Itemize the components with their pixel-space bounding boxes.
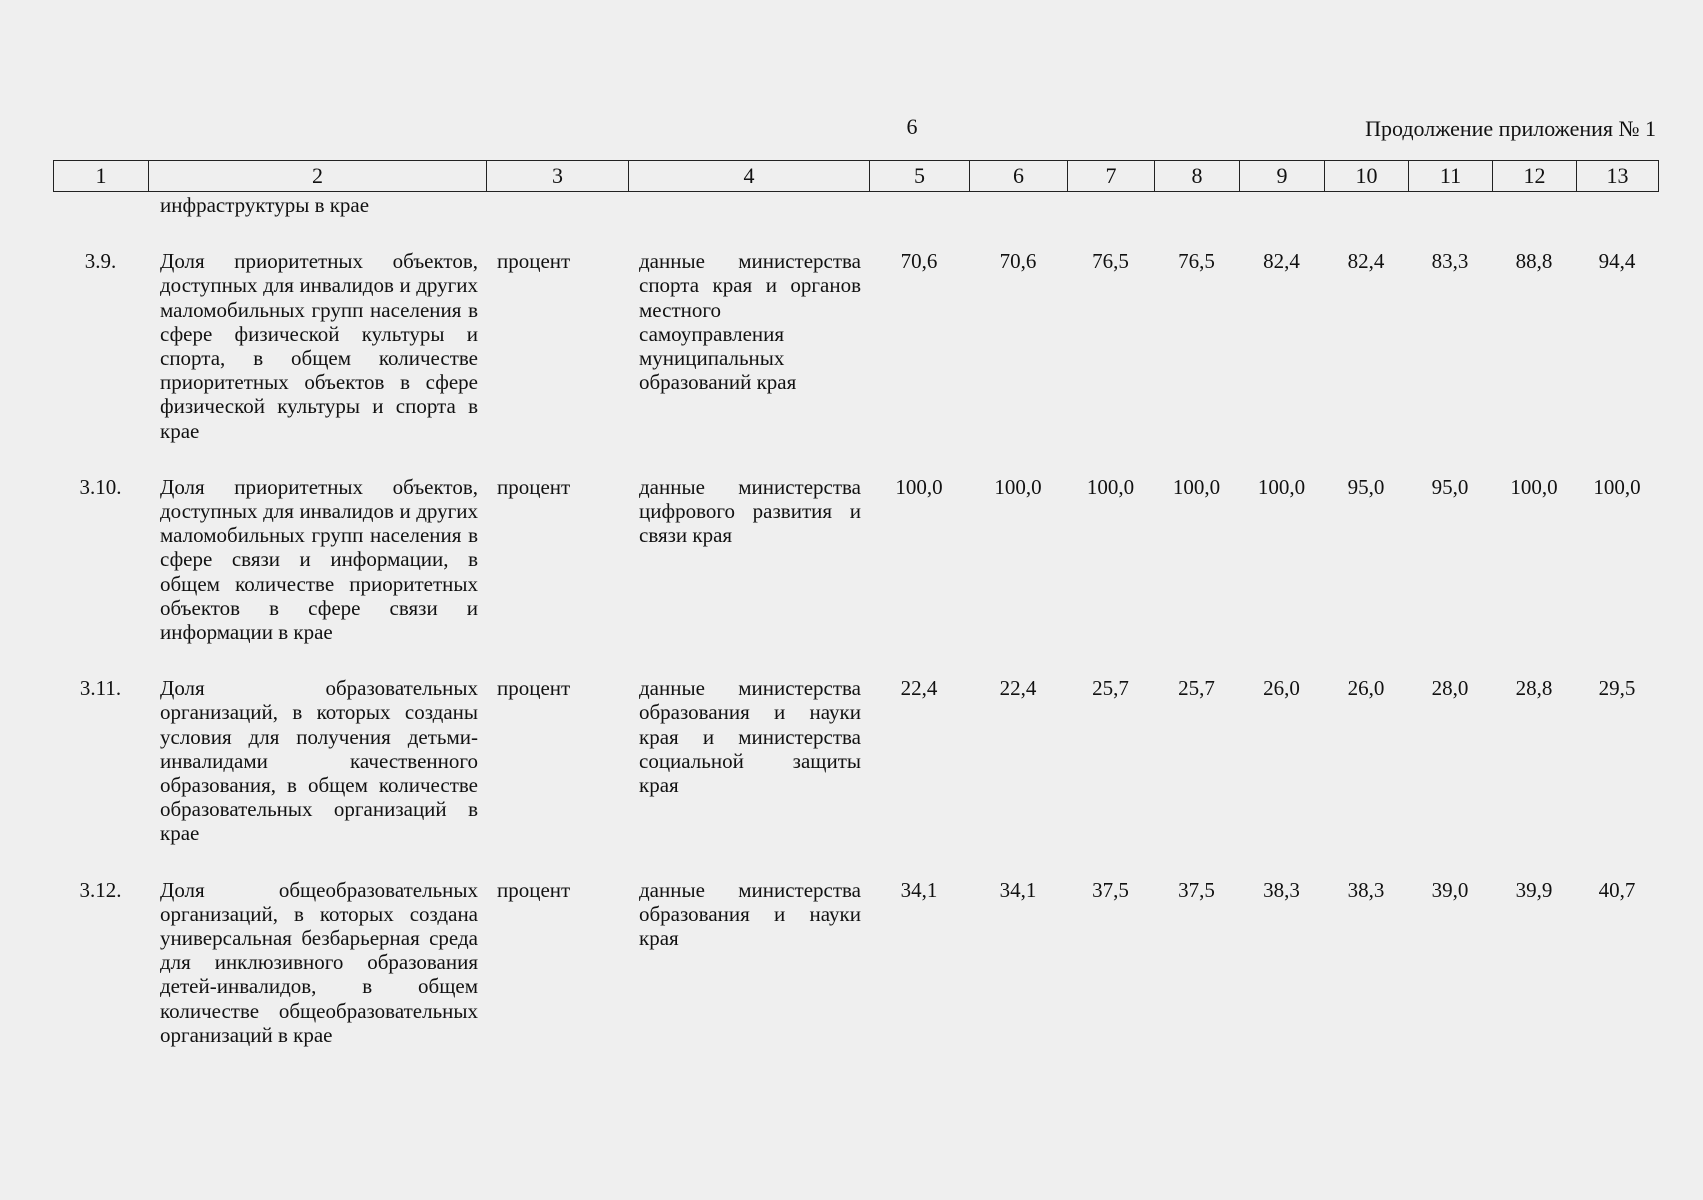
data-source: данные министерства образования и науки края: [639, 877, 861, 951]
continued-row-name: инфраструктуры в крае: [160, 193, 370, 217]
table-row: [53, 217, 1658, 443]
column-number-2: 2: [149, 161, 487, 192]
value-col-8: 37,5: [1178, 877, 1215, 902]
value-col-9: 82,4: [1263, 249, 1300, 274]
column-number-5: 5: [870, 161, 970, 192]
value-col-9: 38,3: [1263, 877, 1300, 902]
table-row: [53, 846, 1658, 1047]
value-col-13: 40,7: [1598, 877, 1636, 902]
value-col-8: 25,7: [1178, 676, 1215, 701]
column-number-9: 9: [1240, 161, 1325, 192]
column-numbers-header: [53, 160, 1659, 192]
data-source: данные министерства цифрового развития и связи края: [639, 474, 861, 548]
table-row: [53, 644, 1658, 845]
value-col-13: 29,5: [1598, 676, 1636, 701]
column-number-1: 1: [54, 161, 149, 192]
value-col-11: 83,3: [1431, 249, 1469, 274]
value-col-5: 22,4: [900, 676, 938, 701]
continued-row: [53, 193, 1658, 217]
value-col-11: 39,0: [1431, 877, 1469, 902]
value-col-5: 34,1: [900, 877, 938, 902]
value-col-10: 26,0: [1347, 676, 1385, 701]
value-col-13: 100,0: [1593, 474, 1641, 499]
value-col-8: 76,5: [1178, 249, 1215, 274]
value-col-6: 34,1: [999, 877, 1037, 902]
value-col-12: 100,0: [1510, 474, 1558, 499]
unit-of-measure: процент: [497, 474, 571, 499]
value-col-11: 28,0: [1431, 676, 1469, 701]
column-number-6: 6: [970, 161, 1068, 192]
value-col-6: 100,0: [994, 474, 1042, 499]
value-col-11: 95,0: [1431, 474, 1469, 499]
row-number: 3.10.: [79, 474, 122, 499]
header-row: [54, 161, 1659, 192]
column-number-13: 13: [1577, 161, 1659, 192]
indicator-name: Доля общеобразовательных организаций, в которых создана универсальная безбарьерная среда для инклюзивного образования детей-инвалидов, в общем количестве общеобразовательных организаций в крае: [160, 877, 478, 1047]
value-col-6: 70,6: [999, 249, 1037, 274]
value-col-13: 94,4: [1598, 249, 1636, 274]
value-col-7: 25,7: [1092, 676, 1129, 701]
row-number: 3.12.: [79, 877, 122, 902]
value-col-7: 100,0: [1086, 474, 1135, 499]
column-number-11: 11: [1409, 161, 1493, 192]
table-row: [53, 443, 1658, 644]
unit-of-measure: процент: [497, 249, 571, 274]
column-number-10: 10: [1325, 161, 1409, 192]
column-number-3: 3: [487, 161, 629, 192]
data-source: данные министерства образования и науки края и министерства социальной защиты края: [639, 676, 861, 798]
column-number-7: 7: [1068, 161, 1155, 192]
value-col-12: 28,8: [1515, 676, 1553, 701]
indicator-name: Доля образовательных организаций, в которых созданы условия для получения детьми-инвалидами качественного образования, в общем количестве образовательных организаций в крае: [160, 676, 478, 846]
value-col-12: 39,9: [1515, 877, 1553, 902]
row-number: 3.9.: [84, 249, 117, 274]
value-col-8: 100,0: [1172, 474, 1221, 499]
value-col-10: 95,0: [1347, 474, 1385, 499]
continuation-label: Продолжение приложения № 1: [1365, 116, 1656, 141]
column-number-8: 8: [1155, 161, 1240, 192]
value-col-9: 26,0: [1263, 676, 1300, 701]
indicators-table: [53, 193, 1658, 1047]
value-col-5: 100,0: [895, 474, 943, 499]
value-col-7: 37,5: [1092, 877, 1129, 902]
indicator-name: Доля приоритетных объектов, доступных для инвалидов и других маломобильных групп населения в сфере связи и информации, в общем количестве приоритетных объектов в сфере связи и информации в крае: [160, 474, 478, 645]
value-col-10: 38,3: [1347, 877, 1385, 902]
value-col-10: 82,4: [1347, 249, 1385, 274]
unit-of-measure: процент: [497, 676, 571, 701]
value-col-5: 70,6: [900, 249, 938, 274]
column-number-12: 12: [1493, 161, 1577, 192]
unit-of-measure: процент: [497, 877, 571, 902]
value-col-7: 76,5: [1092, 249, 1129, 274]
value-col-12: 88,8: [1515, 249, 1553, 274]
data-source: данные министерства спорта края и органов местного самоуправления муниципальных образований края: [639, 249, 861, 395]
row-number: 3.11.: [79, 676, 122, 701]
value-col-9: 100,0: [1257, 474, 1306, 499]
page-number: 6: [906, 114, 918, 139]
value-col-6: 22,4: [999, 676, 1037, 701]
column-number-4: 4: [629, 161, 870, 192]
indicator-name: Доля приоритетных объектов, доступных для инвалидов и других маломобильных групп населения в сфере физической культуры и спорта, в общем количестве приоритетных объектов в сфере физической культуры и спорта в крае: [160, 249, 478, 443]
